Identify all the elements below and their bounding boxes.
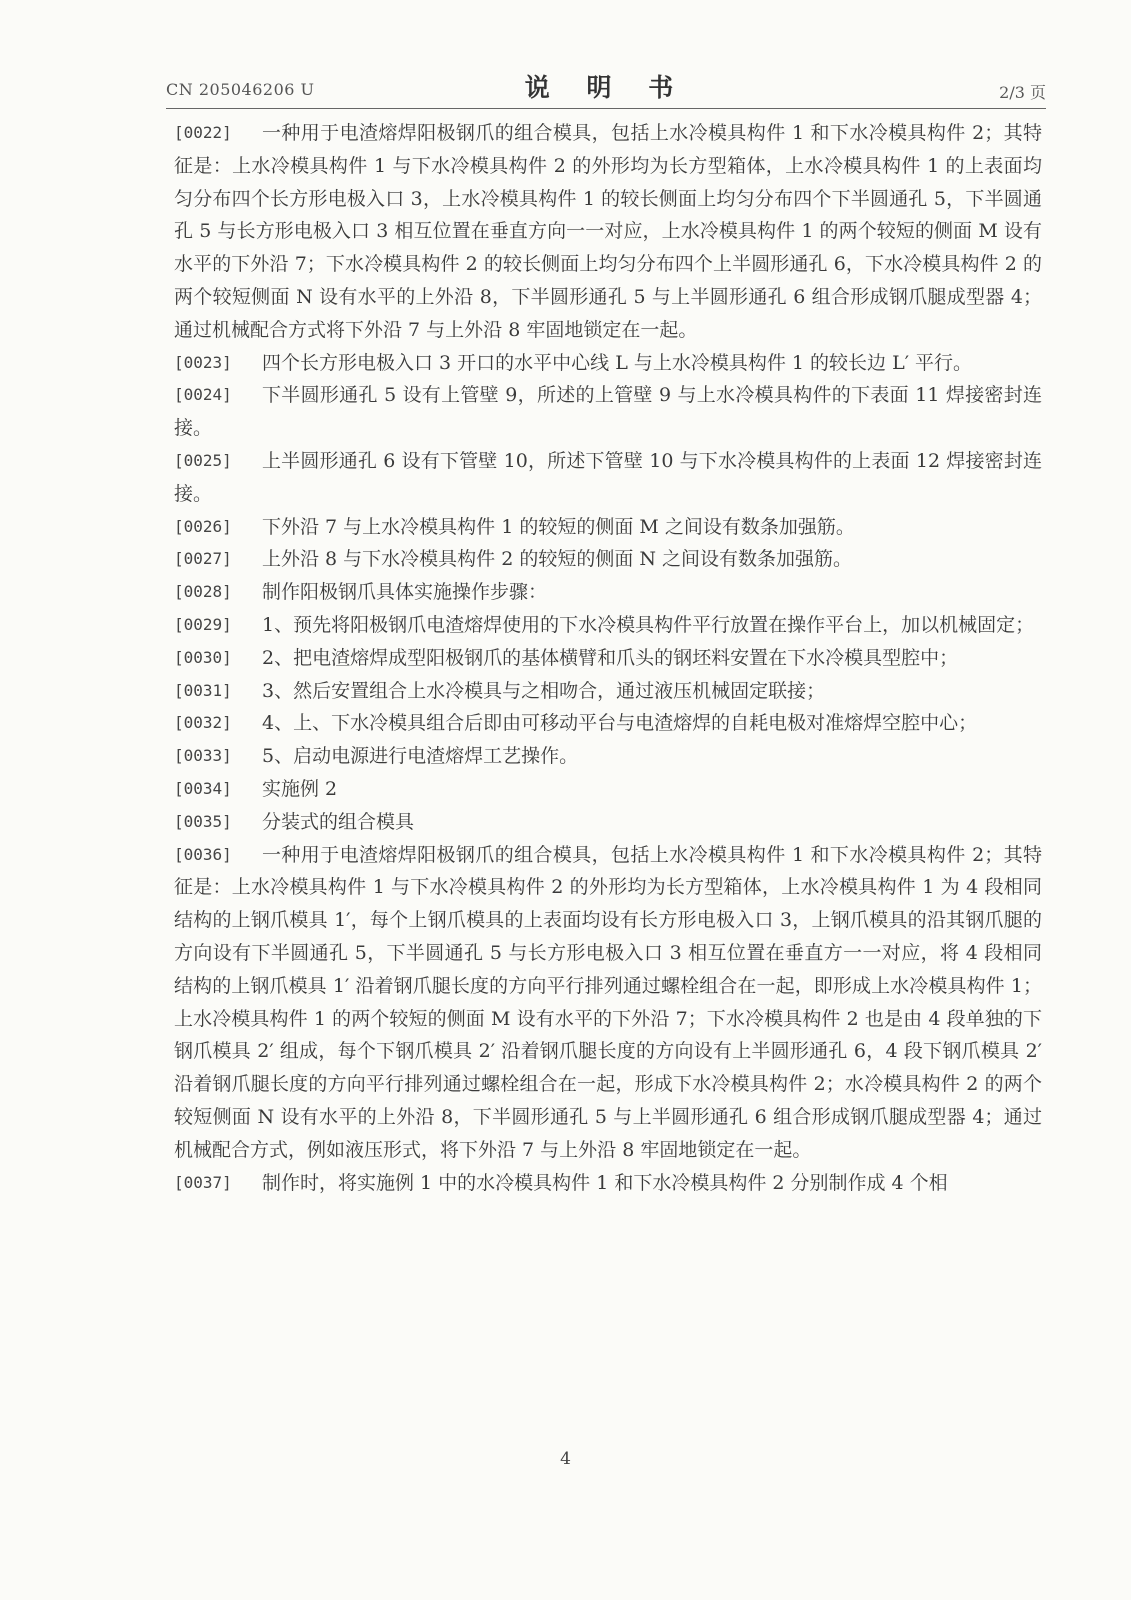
paragraph-number: [0026]: [174, 516, 232, 536]
paragraph-number: [0022]: [174, 123, 232, 142]
paragraph-number: [0024]: [174, 385, 232, 405]
paragraph: [174, 806, 1042, 839]
paragraph-text: 一种用于电渣熔焊阳极钢爪的组合模具，包括上水冷模具构件 1 和下水冷模具构件 2；其特征是：上水冷模具构件 1 与下水冷模具构件 2 的外形均为长方型箱体，上水冷模具构件 1 的上表面均匀分布四个长方形电极入口 3，上水冷模具构件 1 的较长侧面上均匀分布四个下半圆通孔 5，下半圆通孔 5 与长方形电极入口 3 相互位置在垂直方向一一对应，上水冷模具构件 1 的两个较短的侧面 M 设有水平的下外沿 7；下水冷模具构件 2 的较长侧面上均匀分布四个上半圆形通孔 6，下水冷模具构件 2 的两个较短侧面 N 设有水平的上外沿 8，下半圆形通孔 5 与上半圆形通孔 6 组合形成钢爪腿成型器 4；通过机械配合方式将下外沿 7 与上外沿 8 牢固地锁定在一起。: [174, 122, 1042, 341]
paragraph-number: [0030]: [174, 647, 232, 667]
paragraph-text: 制作阳极钢爪具体实施操作步骤：: [262, 581, 548, 604]
page-indicator: 2/3 页: [999, 83, 1046, 102]
paragraph-text: 上外沿 8 与下水冷模具构件 2 的较短的侧面 N 之间设有数条加强筋。: [262, 548, 853, 571]
document-body: [174, 117, 1042, 1199]
paragraph-text: 分装式的组合模具: [262, 810, 415, 833]
paragraph: [174, 707, 1042, 740]
page-header: [166, 66, 1046, 106]
paragraph-text: 2、把电渣熔焊成型阳极钢爪的基体横臂和爪头的钢坯料安置在下水冷模具型腔中；: [262, 646, 959, 669]
paragraph: [174, 445, 1042, 511]
paragraph-text: 上半圆形通孔 6 设有下管壁 10，所述下管壁 10 与下水冷模具构件的上表面 12 焊接密封连接。: [174, 449, 1042, 505]
paragraph-number: [0034]: [174, 778, 232, 798]
paragraph-number: [0027]: [174, 549, 232, 569]
paragraph: [174, 642, 1042, 675]
paragraph-number: [0036]: [174, 844, 232, 864]
paragraph-text: 3、然后安置组合上水冷模具与之相吻合，通过液压机械固定联接；: [262, 679, 826, 702]
paragraph: [174, 1167, 1042, 1200]
paragraph-text: 4、上、下水冷模具组合后即由可移动平台与电渣熔焊的自耗电极对准熔焊空腔中心；: [262, 712, 978, 735]
paragraph-text: 制作时，将实施例 1 中的水冷模具构件 1 和下水冷模具构件 2 分别制作成 4 个相: [262, 1171, 948, 1194]
paragraph: [174, 117, 1042, 347]
paragraph: [174, 773, 1042, 806]
paragraph-text: 实施例 2: [262, 777, 338, 800]
patent-number: CN 205046206 U: [166, 80, 315, 99]
paragraph: [174, 379, 1042, 445]
paragraph-number: [0023]: [174, 352, 232, 372]
paragraph: [174, 609, 1042, 642]
paragraph-number: [0035]: [174, 811, 232, 831]
paragraph-number: [0032]: [174, 713, 232, 733]
paragraph-number: [0033]: [174, 746, 232, 766]
paragraph-number: [0029]: [174, 614, 232, 634]
paragraph-text: 1、预先将阳极钢爪电渣熔焊使用的下水冷模具构件平行放置在操作平台上，加以机械固定；: [262, 613, 1035, 636]
paragraph-number: [0025]: [174, 450, 232, 470]
paragraph-number: [0037]: [174, 1172, 232, 1192]
paragraph: [174, 740, 1042, 773]
document-title: 说 明 书: [524, 73, 688, 102]
paragraph-number: [0031]: [174, 680, 232, 700]
paragraph: [174, 576, 1042, 609]
paragraph-number: [0028]: [174, 582, 232, 602]
paragraph-text: 下半圆形通孔 5 设有上管壁 9，所述的上管壁 9 与上水冷模具构件的下表面 11 焊接密封连接。: [174, 384, 1042, 440]
header-divider: [166, 108, 1046, 109]
paragraph-text: 四个长方形电极入口 3 开口的水平中心线 L 与上水冷模具构件 1 的较长边 L′ 平行。: [262, 351, 973, 374]
paragraph-text: 下外沿 7 与上水冷模具构件 1 的较短的侧面 M 之间设有数条加强筋。: [262, 515, 855, 538]
paragraph: [174, 839, 1042, 1167]
paragraph: [174, 675, 1042, 708]
paragraph-text: 5、启动电源进行电渣熔焊工艺操作。: [262, 745, 579, 768]
paragraph: [174, 511, 1042, 544]
page-number: 4: [560, 1449, 571, 1469]
paragraph: [174, 543, 1042, 576]
paragraph-text: 一种用于电渣熔焊阳极钢爪的组合模具，包括上水冷模具构件 1 和下水冷模具构件 2；其特征是：上水冷模具构件 1 与下水冷模具构件 2 的外形均为长方型箱体，上水冷模具构件 1 为 4 段相同结构的上钢爪模具 1′，每个上钢爪模具的上表面均设有长方形电极入口 3，上钢爪模具的沿其钢爪腿的方向设有下半圆通孔 5，下半圆通孔 5 与长方形电极入口 3 相互位置在垂直方一一对应，将 4 段相同结构的上钢爪模具 1′ 沿着钢爪腿长度的方向平行排列通过螺栓组合在一起，即形成上水冷模具构件 1；上水冷模具构件 1 的两个较短的侧面 M 设有水平的下外沿 7；下水冷模具构件 2 也是由 4 段单独的下钢爪模具 2′ 组成，每个下钢爪模具 2′ 沿着钢爪腿长度的方向设有上半圆形通孔 6，4 段下钢爪模具 2′ 沿着钢爪腿长度的方向平行排列通过螺栓组合在一起，形成下水冷模具构件 2；水冷模具构件 2 的两个较短侧面 N 设有水平的上外沿 8，下半圆形通孔 5 与上半圆形通孔 6 组合形成钢爪腿成型器 4；通过机械配合方式，例如液压形式，将下外沿 7 与上外沿 8 牢固地锁定在一起。: [174, 843, 1042, 1161]
paragraph: [174, 347, 1042, 380]
